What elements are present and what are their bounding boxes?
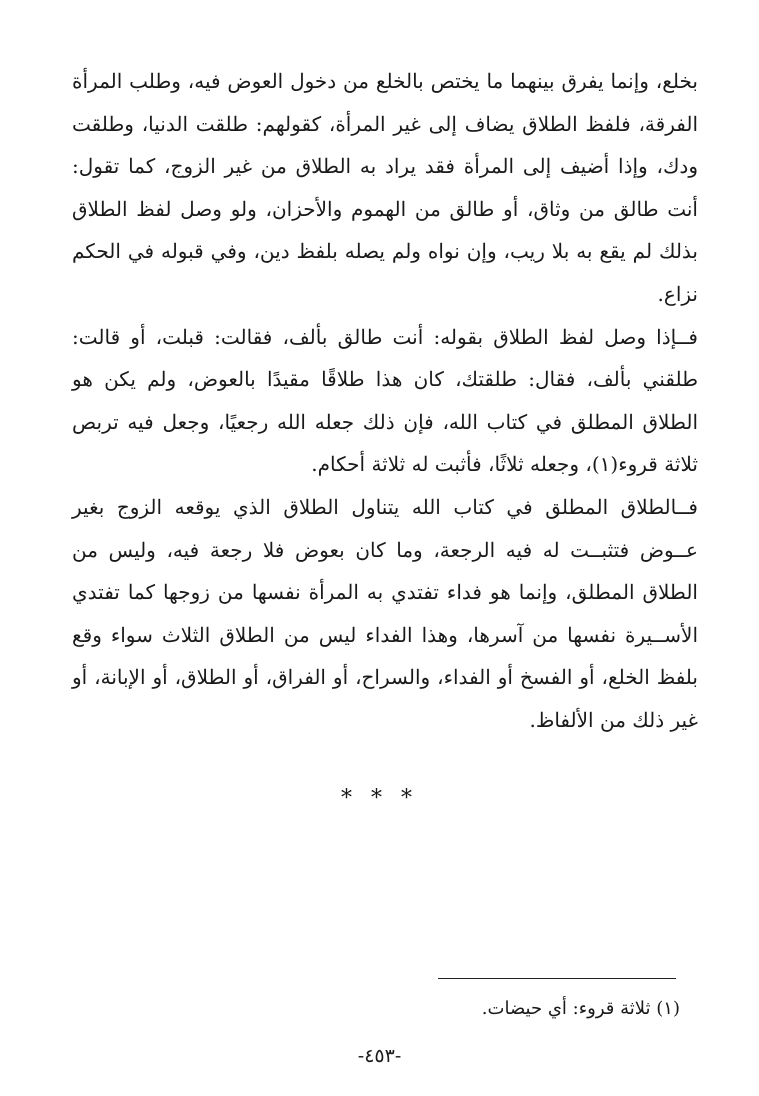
main-text-block <box>72 60 698 742</box>
footnote-divider <box>438 978 676 979</box>
paragraph-3: فــالطلاق المطلق في كتاب الله يتناول الطلاق الذي يوقعه الزوج بغير عــوض فتثبــت له فيه الرجعة، وما كان بعوض فلا رجعة فيه، وليس من الطلاق المطلق، وإنما هو فداء تفتدي به المرأة نفسها من زوجها كما تفتدي الأســيرة نفسها من آسرها، وهذا الفداء ليس من الطلاق الثلاث سواء وقع بلفظ الخلع، أو الفسخ أو الفداء، والسراح، أو الفراق، أو الطلاق، أو الإبانة، أو غير ذلك من الألفاظ. <box>72 494 698 732</box>
page-number: -٤٥٣- <box>357 1045 402 1067</box>
paragraph-2: فــإذا وصل لفظ الطلاق بقوله: أنت طالق بألف، فقالت: قبلت، أو قالت: طلقني بألف، فقال: طلقتك، كان هذا طلاقًا مقيدًا بالعوض، ولم يكن هو الطلاق المطلق في كتاب الله، فإن ذلك جعله الله رجعيًا، وجعل فيه تربص ثلاثة قروء(١)، وجعله ثلاثًا، فأثبت له ثلاثة أحكام. <box>72 324 698 477</box>
paragraph-1: بخلع، وإنما يفرق بينهما ما يختص بالخلع من دخول العوض فيه، وطلب المرأة الفرقة، فلفظ الطلاق يضاف إلى غير المرأة، كقولهم: طلقت الدنيا، وطلقت ودك، وإذا أضيف إلى المرأة فقد يراد به الطلاق من غير الزوج، كما تقول: أنت طالق من وثاق، أو طالق من الهموم والأحزان، ولو وصل لفظ الطلاق بذلك لم يقع به بلا ريب، وإن نواه ولم يصله بلفظ دين، وفي قبوله في الحكم نزاع. <box>72 69 698 306</box>
footnote: (١) ثلاثة قروء: أي حيضات. <box>481 998 680 1019</box>
section-separator: * * * <box>341 786 418 811</box>
